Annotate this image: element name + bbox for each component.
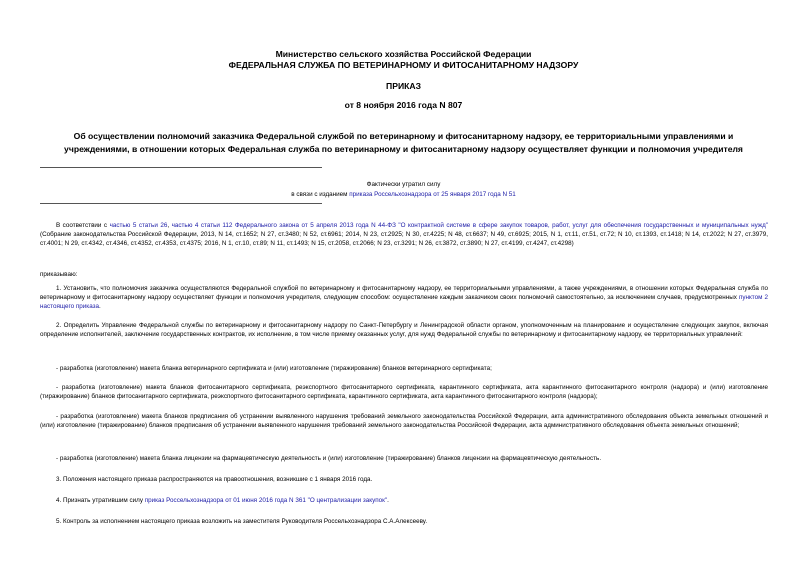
item-2-paragraph: 2. Определить Управление Федеральной службы по ветеринарному и фитосанитарному надзору по Санкт-Петербургу и Ленинградской области органом, уполномоченным на планирование и осуществление следующих закупок, включая определение исполнителей, заключение государственных контрактов, их исполнение, в том числе приемку оказанных услуг, для нужд Федеральной службы по ветеринарному и фитосанитарному надзору, ее территориальных управлений:: [40, 322, 768, 338]
status-note: Фактически утратил силу: [366, 181, 441, 188]
separator-line: [40, 203, 322, 204]
document-title-line-1: Об осуществлении полномочий заказчика Федеральной службой по ветеринарному и фитосанитарному надзору, ее территориальными управлениями и: [73, 131, 734, 141]
item-4-end: .: [387, 497, 389, 504]
ministry-name: Министерство сельского хозяйства Российской Федерации: [275, 49, 532, 59]
item-1-paragraph: [40, 285, 768, 312]
repealed-order-link[interactable]: приказ Россельхознадзора от 01 июня 2016 года N 361 "О централизации закупок": [144, 497, 388, 504]
order-word: приказываю:: [40, 271, 78, 278]
document-date-number: от 8 ноября 2016 года N 807: [344, 100, 463, 110]
document-title-line-2: учреждениями, в отношении которых Федеральная служба по ветеринарному и фитосанитарному надзору осуществляет функции и полномочия учредителя: [64, 144, 743, 154]
bullet-veterinary-certificate: - разработка (изготовление) макета бланка ветеринарного сертификата и (или) изготовление (тиражирование) бланков ветеринарного сертификата;: [56, 365, 492, 372]
item-4-paragraph: [40, 497, 768, 506]
preamble-paragraph: [40, 222, 768, 249]
item-3-paragraph: 3. Положения настоящего приказа распространяются на правоотношения, возникшие с 1 января 2016 года.: [56, 476, 373, 483]
preamble-text: ,: [167, 222, 172, 229]
preamble-citations: (Собрание законодательства Российской Федерации, 2013, N 14, ст.1652; N 27, ст.3480; N 52, ст.6961; 2014, N 23, ст.2925; N 30, ст.4225; N 48, ст.6637; N 49, ст.6925; 2015, N 1, ст.11, ст.51, ст.72; N 10, ст.1393, ст.1418; N 14, ст.2022; N 27, ст.3979, ст.4001; N 29, ст.4342, ст.4346, ст.4352, ст.4353, ст.4375; 2016, N 1, ст.10, ст.89; N 11, ст.1493; N 15, ст.2058, ст.2066; N 23, ст.3291; N 26, ст.3872, ст.3890; N 27, ст.4199, ст.4247, ст.4298): [40, 230, 768, 247]
status-note-prefix: в связи с изданием: [291, 191, 350, 198]
bullet-phytosanitary-certificate: - разработка (изготовление) макета бланков фитосанитарного сертификата, реэкспортного фитосанитарного сертификата, карантинного сертификата, акта карантинного фитосанитарного контроля (надзора) и (или) изготовление (тиражирование) бланков фитосанитарного сертификата, реэкспортного фитосанитарного сертификата, карантинного сертификата, акта карантинного фитосанитарного контроля (надзора);: [40, 384, 768, 400]
item-4-text: 4. Признать утратившим силу: [56, 497, 145, 504]
federal-law-link[interactable]: частью 4 статьи 112 Федерального закона от 5 апреля 2013 года N 44-ФЗ "О контрактной системе в сфере закупок товаров, работ, услуг для обеспечения государственных и муниципальных нужд": [171, 222, 768, 229]
item-2-reference-link[interactable]: пунктом 2 настоящего приказа: [40, 293, 768, 310]
service-name: ФЕДЕРАЛЬНАЯ СЛУЖБА ПО ВЕТЕРИНАРНОМУ И ФИТОСАНИТАРНОМУ НАДЗОРУ: [228, 60, 579, 70]
preamble-text: В соответствии с: [56, 222, 110, 229]
repeal-order-link[interactable]: приказа Россельхознадзора от 25 января 2017 года N 51: [349, 191, 516, 198]
law-part-link[interactable]: частью 5 статьи 26: [109, 222, 168, 229]
separator-line: [40, 167, 322, 168]
bullet-land-inspection-forms: - разработка (изготовление) макета бланков предписания об устранении выявленного нарушения требований земельного законодательства Российской Федерации, акта административного обследования объекта земельных отношений и (или) изготовление (тиражирование) бланков предписания об устранении выявленного нарушения требований земельного законодательства Российской Федерации, акта административного обследования объекта земельных отношений;: [40, 413, 768, 429]
status-note-source: [0, 190, 807, 199]
bullet-pharmaceutical-license: - разработка (изготовление) макета бланка лицензии на фармацевтическую деятельность и (или) изготовление (тиражирование) бланков лицензии на фармацевтическую деятельность.: [56, 455, 602, 462]
item-1-text: 1. Установить, что полномочия заказчика осуществляются Федеральной службой по ветеринарному и фитосанитарному надзору, ее территориальными управлениями, а также учреждениями, в отношении которых Федеральная служба по ветеринарному и фитосанитарному надзору осуществляет функции и полномочия учредителя, следующим способом: осуществление каждым заказчиком своих полномочий самостоятельно, за исключением случаев, предусмотренных: [40, 285, 768, 301]
item-5-paragraph: 5. Контроль за исполнением настоящего приказа возложить на заместителя Руководителя Россельхознадзора С.А.Алексееву.: [56, 518, 428, 525]
document-type: ПРИКАЗ: [386, 81, 421, 91]
item-1-end: .: [99, 302, 101, 310]
